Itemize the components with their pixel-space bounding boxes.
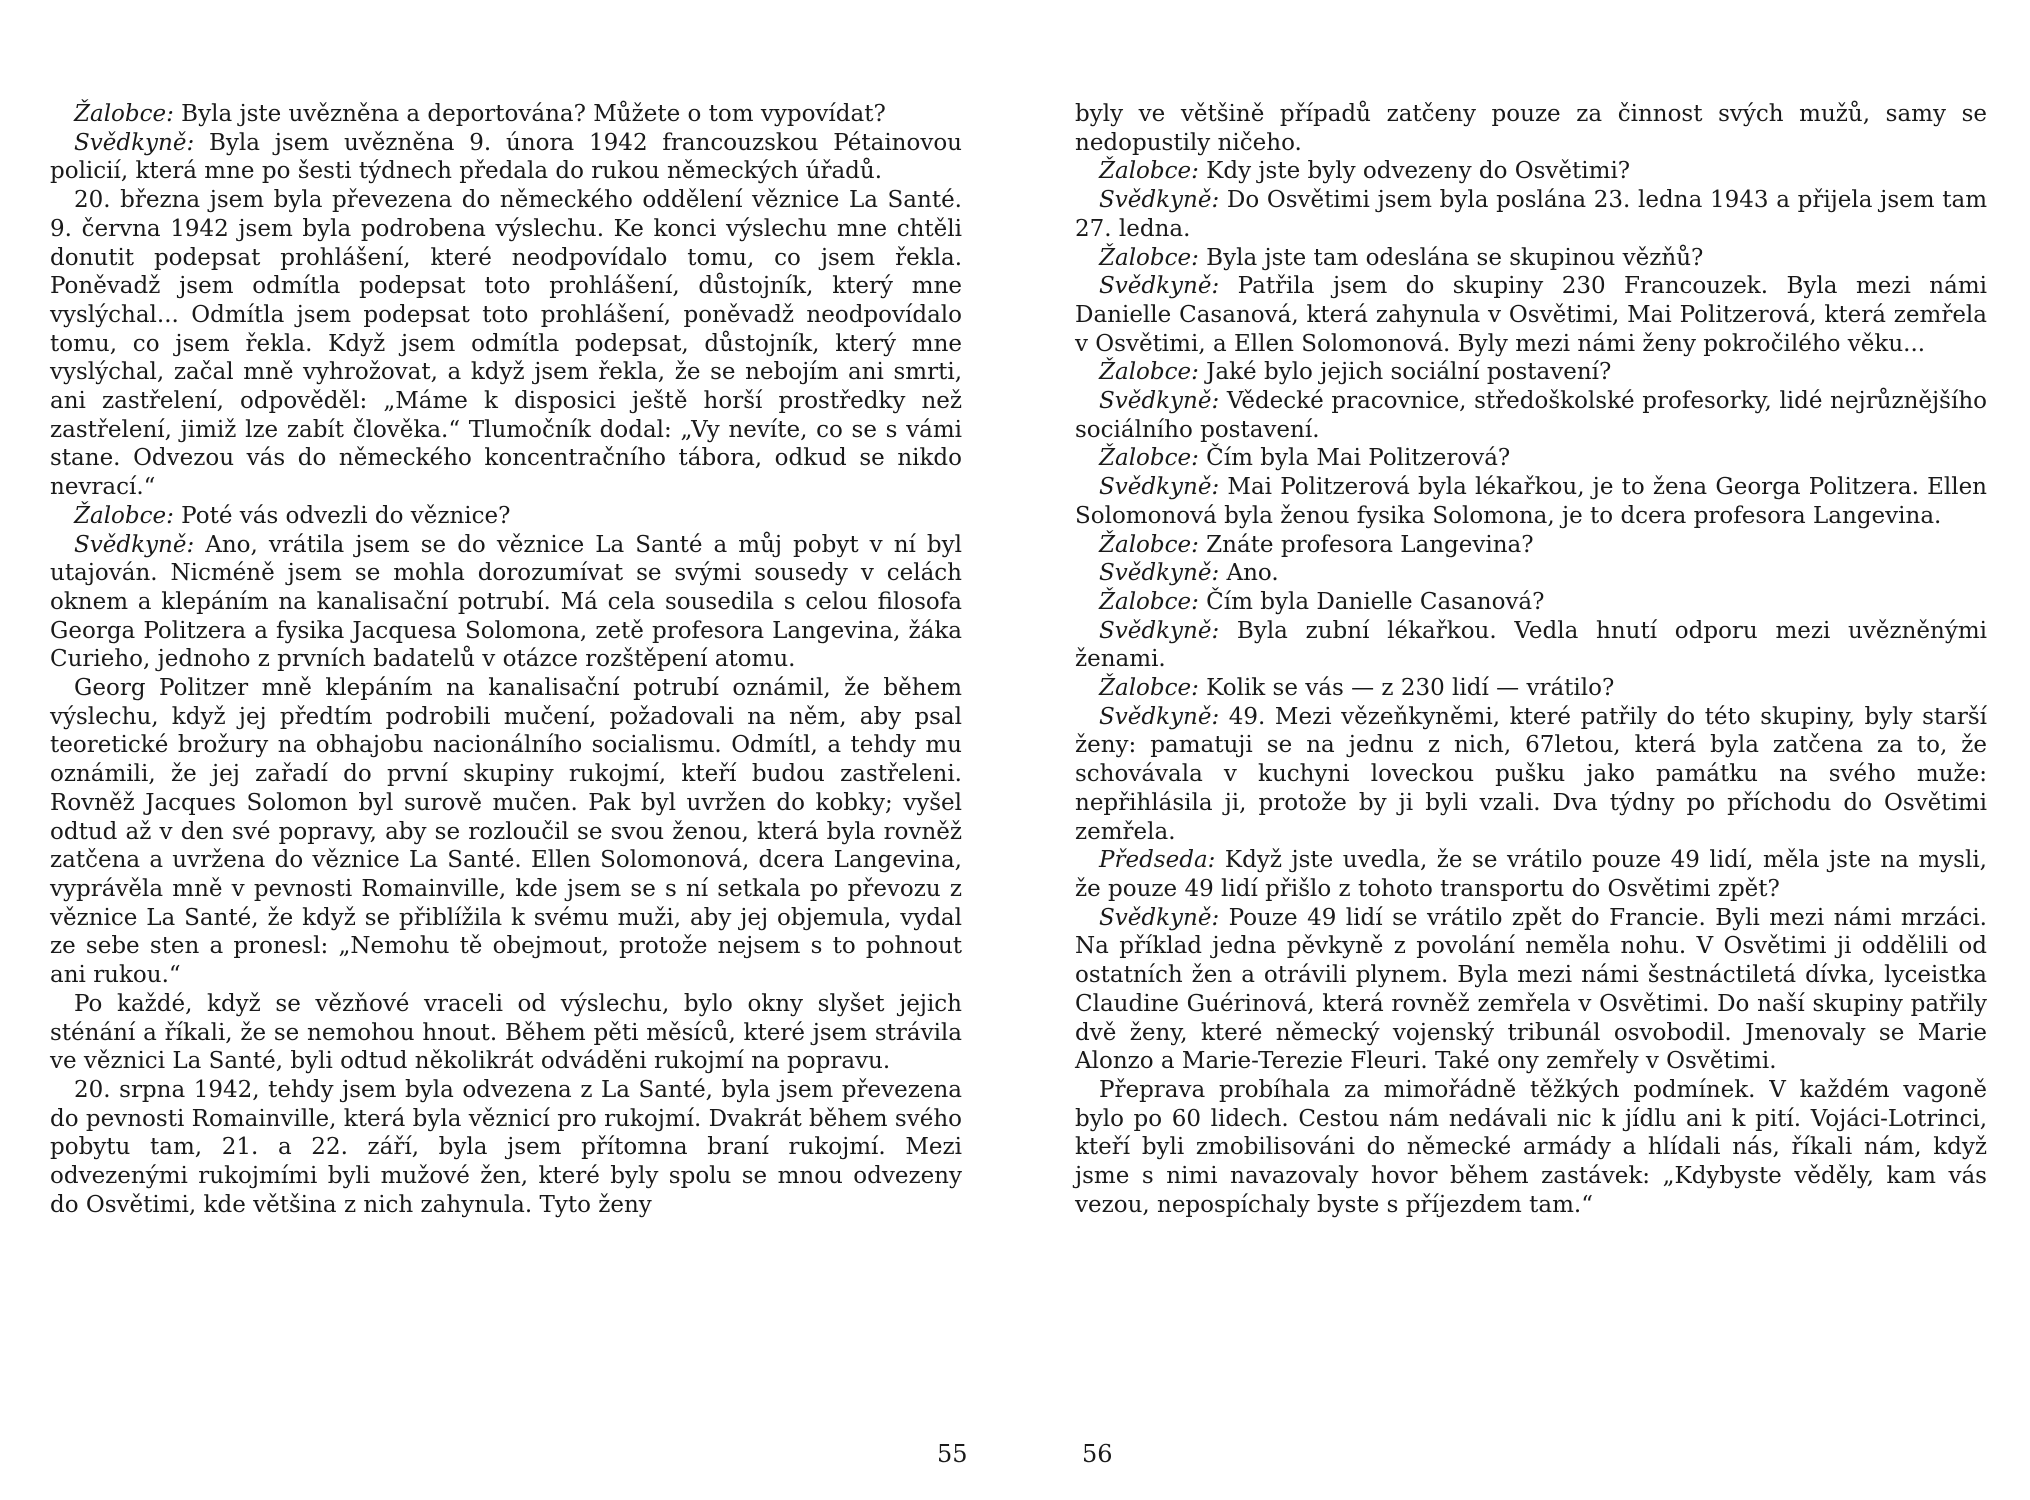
paragraph (50, 674, 962, 990)
paragraph (50, 531, 962, 675)
paragraph-text: Když jste uvedla, že se vrátilo pouze 49 lidí, měla jste na mysli, že pouze 49 lidí přišlo z tohoto transportu do Osvětimi zpět? (1075, 847, 1987, 902)
paragraph (1075, 531, 1987, 560)
paragraph (1075, 674, 1987, 703)
right-page (1075, 100, 1987, 1400)
speaker-label: Svědkyně: (1099, 474, 1220, 501)
paragraph-text: Mai Politzerová byla lékařkou, je to žena Georga Politzera. Ellen Solomonová byla ženou fysika Solomona, je to dcera profesora Langevina. (1075, 474, 1987, 529)
paragraph (50, 990, 962, 1076)
paragraph (1075, 186, 1987, 243)
paragraph-text: Jaké bylo jejich sociální postavení? (1198, 359, 1612, 386)
paragraph-text: Vědecké pracovnice, středoškolské profesorky, lidé nejrůznějšího sociálního postavení. (1075, 388, 1987, 443)
paragraph (1075, 244, 1987, 273)
paragraph-text: Byla jste uvězněna a deportována? Můžete o tom vypovídat? (173, 101, 886, 127)
speaker-label: Žalobce: (1099, 675, 1199, 702)
page-number-right: 56 (1082, 1440, 1113, 1468)
speaker-label: Svědkyně: (1099, 904, 1220, 931)
speaker-label: Žalobce: (1099, 588, 1199, 615)
paragraph-text: Po každé, když se vězňové vraceli od výslechu, bylo okny slyšet jejich sténání a říkali, že se nemohou hnout. Během pěti měsíců, které jsem strávila ve věznici La Santé, byli odtud několikrát odváděni rukojmí na popravu. (50, 990, 962, 1075)
speaker-label: Žalobce: (1099, 158, 1199, 185)
paragraph (50, 186, 962, 502)
paragraph (50, 502, 962, 531)
paragraph (1075, 1076, 1987, 1220)
paragraph-text: 49. Mezi vězeňkyněmi, které patřily do této skupiny, byly starší ženy: pamatuji se na jednu z nich, 67letou, která byla zatčena za to, že schovávala v kuchyni loveckou pušku jako památku na svého muže: nepřihlásila ji, protože by ji byli vzali. Dva týdny po příchodu do Osvětimi zemřela. (1075, 703, 1987, 845)
speaker-label: Svědkyně: (1099, 617, 1220, 644)
paragraph-text: Ano. (1219, 560, 1279, 587)
speaker-label: Žalobce: (74, 101, 174, 127)
paragraph-text: byly ve většině případů zatčeny pouze za činnost svých mužů, samy se nedopustily ničeho. (1075, 101, 1987, 156)
paragraph (1075, 444, 1987, 473)
paragraph (50, 100, 962, 129)
paragraph (1075, 617, 1987, 674)
paragraph-text: Do Osvětimi jsem byla poslána 23. ledna 1943 a přijela jsem tam 27. ledna. (1075, 187, 1987, 242)
page-number-left: 55 (937, 1440, 968, 1468)
speaker-label: Svědkyně: (74, 531, 195, 558)
paragraph-text: 20. března jsem byla převezena do německého oddělení věznice La Santé. 9. června 1942 jsem byla podrobena výslechu. Ke konci výslechu mne chtěli donutit podepsat prohlášení, které neodpovídalo tomu, co jsem řekla. Poněvadž jsem odmítla podepsat toto prohlášení, důstojník, který mne vyslýchal... Odmítla jsem podepsat toto prohlášení, poněvadž neodpovídalo tomu, co jsem řekla. Když jsem odmítla podepsat, důstojník, který mne vyslýchal, začal mně vyhrožovat, a když jsem řekla, že se nebojím ani smrti, ani zastřelení, odpověděl: „Máme k disposici ještě horší prostředky než zastřelení, jimiž lze zabít člověka.“ Tlumočník dodal: „Vy nevíte, co se s vámi stane. Odvezou vás do německého koncentračního tábora, odkud se nikdo nevrací.“ (50, 187, 962, 501)
speaker-label: Žalobce: (1099, 531, 1199, 558)
speaker-label: Svědkyně: (1099, 273, 1220, 300)
speaker-label: Svědkyně: (1099, 703, 1220, 730)
paragraph-text: Čím byla Danielle Casanová? (1198, 588, 1545, 615)
paragraph-text: Byla zubní lékařkou. Vedla hnutí odporu mezi uvězněnými ženami. (1075, 617, 1987, 673)
speaker-label: Svědkyně: (1099, 388, 1220, 415)
left-page (50, 100, 962, 1400)
speaker-label: Žalobce: (1099, 244, 1199, 271)
paragraph-text: Georg Politzer mně klepáním na kanalisační potrubí oznámil, že během výslechu, když jej předtím podrobili mučení, požadovali na něm, aby psal teoretické brožury na obhajobu nacionálního socialismu. Odmítl, a tehdy mu oznámili, že jej zařadí do první skupiny rukojmí, kteří budou zastřeleni. Rovněž Jacques Solomon byl surově mučen. Pak byl uvržen do kobky; vyšel odtud až v den své popravy, aby se rozloučil se svou ženou, která byla rovněž zatčena a uvržena do věznice La Santé. Ellen Solomonová, dcera Langevina, vyprávěla mně v pevnosti Romainville, kde jsem se s ní setkala po převozu z věznice La Santé, že když se přiblížila k svému muži, aby jej objemula, vydal ze sebe sten a pronesl: „Nemohu tě obejmout, protože nejsem s to pohnout ani rukou.“ (50, 675, 962, 989)
paragraph-text: Přeprava probíhala za mimořádně těžkých podmínek. V každém vagoně bylo po 60 lidech. Cestou nám nedávali nic k jídlu ani k pití. Vojáci-Lotrinci, kteří byli zmobilisováni do německé armády a hlídali nás, říkali nám, když jsme s nimi navazovaly hovor během zastávek: „Kdybyste věděly, kam vás vezou, nepospíchaly byste s příjezdem tam.“ (1075, 1076, 1987, 1218)
paragraph-text: Čím byla Mai Politzerová? (1198, 445, 1511, 472)
paragraph-text: Byla jsem uvězněna 9. února 1942 francouzskou Pétainovou policií, která mne po šesti týdnech předala do rukou německých úřadů. (50, 129, 962, 185)
speaker-label: Předseda: (1099, 847, 1216, 874)
paragraph-text: Kolik se vás — z 230 lidí — vrátilo? (1198, 675, 1615, 702)
paragraph-text: Pouze 49 lidí se vrátilo zpět do Francie. Byli mezi námi mrzáci. Na příklad jedna pěvkyně z povolání neměla nohu. V Osvětimi ji oddělili od ostatních žen a otrávili plynem. Byla mezi námi šestnáctiletá dívka, lyceistka Claudine Guérinová, která rovněž zemřela v Osvětimi. Do naší skupiny patřily dvě ženy, které německý vojenský tribunál osvobodil. Jmenovaly se Marie Alonzo a Marie-Terezie Fleuri. Také ony zemřely v Osvětimi. (1075, 904, 1987, 1075)
paragraph-text: Znáte profesora Langevina? (1198, 531, 1534, 558)
paragraph-text: 20. srpna 1942, tehdy jsem byla odvezena z La Santé, byla jsem převezena do pevnosti Romainville, která byla věznicí pro rukojmí. Dvakrát během svého pobytu tam, 21. a 22. září, byla jsem přítomna braní rukojmí. Mezi odvezenými rukojmími byli mužové žen, které byly spolu se mnou odvezeny do Osvětimi, kde většina z nich zahynula. Tyto ženy (50, 1076, 962, 1218)
paragraph-text: Ano, vrátila jsem se do věznice La Santé a můj pobyt v ní byl utajován. Nicméně jsem se mohla dorozumívat se svými sousedy v celách oknem a klepáním na kanalisační potrubí. Má cela sousedila s celou filosofa Georga Politzera a fysika Jacquesa Solomona, zetě profesora Langevina, žáka Curieho, jednoho z prvních badatelů v otázce rozštěpení atomu. (50, 531, 962, 673)
paragraph (1075, 387, 1987, 444)
paragraph (1075, 588, 1987, 617)
paragraph (1075, 272, 1987, 358)
paragraph (1075, 559, 1987, 588)
speaker-label: Žalobce: (1099, 445, 1199, 472)
paragraph (50, 1076, 962, 1220)
speaker-label: Svědkyně: (74, 129, 195, 156)
paragraph (1075, 100, 1987, 157)
paragraph-text: Kdy jste byly odvezeny do Osvětimi? (1198, 158, 1631, 185)
speaker-label: Žalobce: (74, 502, 174, 529)
paragraph (1075, 358, 1987, 387)
paragraph-text: Poté vás odvezli do věznice? (173, 502, 511, 529)
paragraph (1075, 157, 1987, 186)
paragraph-text: Patřila jsem do skupiny 230 Francouzek. Byla mezi námi Danielle Casanová, která zahynula v Osvětimi, Mai Politzerová, která zemřela v Osvětimi, a Ellen Solomonová. Byly mezi námi ženy pokročilého věku... (1075, 273, 1987, 357)
speaker-label: Svědkyně: (1099, 187, 1220, 214)
speaker-label: Svědkyně: (1099, 560, 1220, 587)
paragraph (1075, 904, 1987, 1076)
paragraph (50, 129, 962, 186)
paragraph (1075, 846, 1987, 903)
speaker-label: Žalobce: (1099, 359, 1199, 386)
paragraph-text: Byla jste tam odeslána se skupinou vězňů? (1198, 244, 1704, 271)
paragraph (1075, 473, 1987, 530)
paragraph (1075, 703, 1987, 847)
